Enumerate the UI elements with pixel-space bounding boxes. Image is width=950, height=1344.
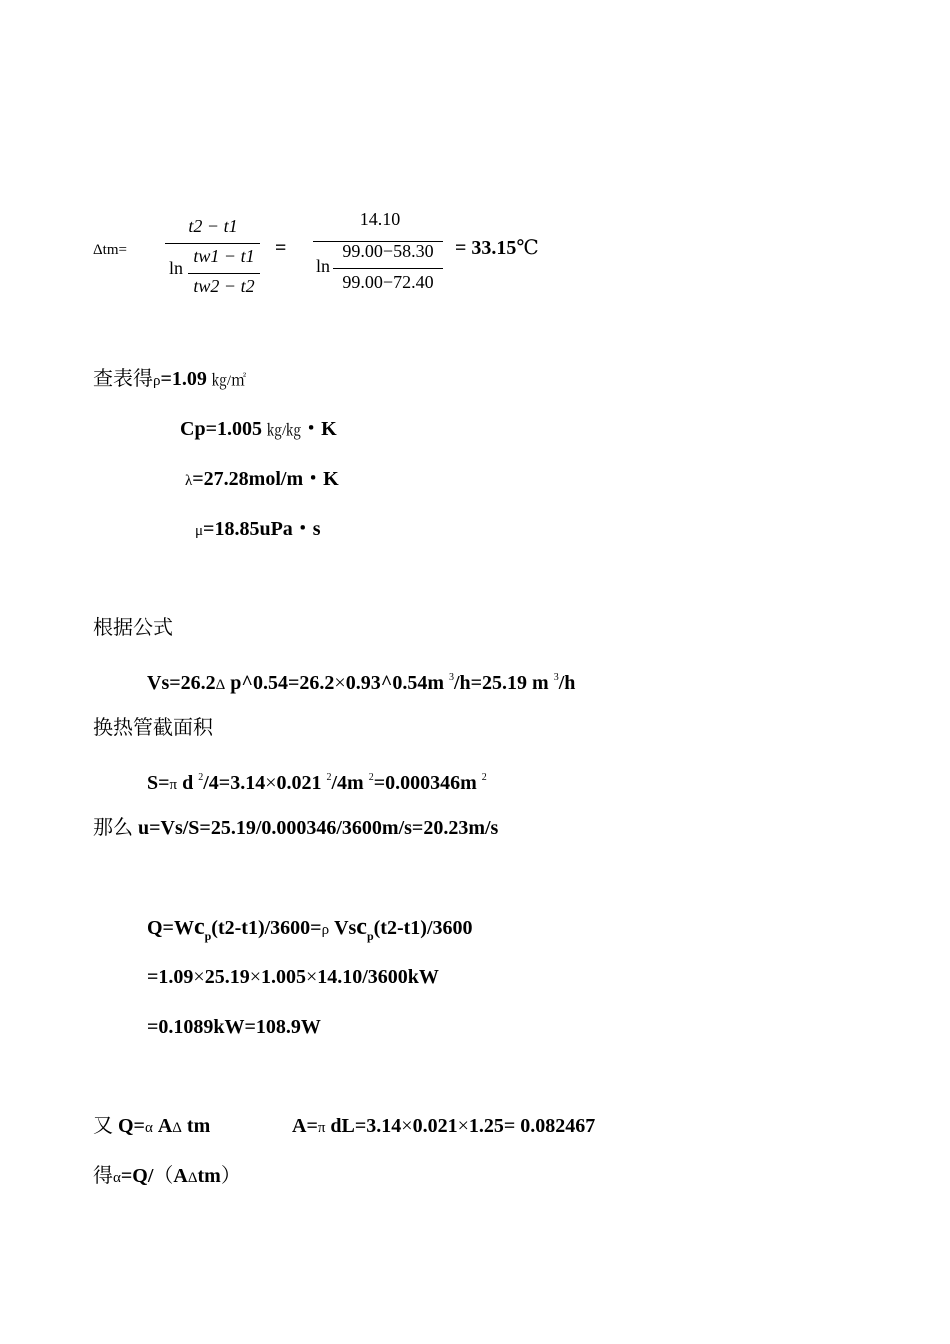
velocity-intro: 那么 bbox=[93, 817, 133, 839]
cp-value: Cp=1.005 bbox=[180, 418, 262, 440]
area-part-a: S= bbox=[147, 772, 170, 794]
mu-symbol: μ bbox=[195, 523, 204, 539]
delta-symbol: Δ bbox=[187, 1170, 198, 1186]
vs-part-e: /h bbox=[558, 672, 576, 694]
equals-sign: = bbox=[275, 237, 287, 259]
delta-symbol: Δ bbox=[172, 1120, 182, 1136]
open-paren: （ bbox=[153, 1165, 174, 1187]
mu-value: =18.85uPa bbox=[203, 518, 293, 540]
square-superscript: 2 bbox=[481, 772, 487, 783]
cp-unit: ㎏/㎏ bbox=[266, 423, 302, 439]
mu-unit-tail: ・s bbox=[292, 518, 321, 540]
fraction2-inner-denominator: 99.00−72.40 bbox=[342, 272, 434, 292]
lambda-unit-tail: ・K bbox=[303, 468, 339, 490]
alpha-symbol: α bbox=[113, 1170, 121, 1186]
times-symbol: × bbox=[401, 1115, 413, 1137]
fraction1-inner-denominator: tw2 − t2 bbox=[193, 276, 255, 296]
delta-symbol: Δ bbox=[215, 677, 226, 693]
alpha-symbol: α bbox=[144, 1120, 153, 1136]
area-heading: 换热管截面积 bbox=[93, 717, 213, 739]
rho-value: =1.09 bbox=[160, 368, 207, 390]
celsius-unit: ℃ bbox=[516, 237, 539, 259]
fraction1-numerator: t2 − t1 bbox=[188, 216, 238, 236]
rho-symbol: ρ bbox=[153, 373, 161, 389]
fraction2-numerator: 14.10 bbox=[359, 209, 401, 229]
final-a-part-c: 0.021 bbox=[412, 1115, 458, 1137]
result-intro: 得 bbox=[93, 1165, 113, 1187]
area-part-b: d bbox=[182, 772, 194, 794]
square-superscript: 2 bbox=[326, 772, 332, 783]
delta-tm-result bbox=[455, 236, 539, 260]
final-q-part-b: A bbox=[157, 1115, 173, 1137]
area-part-f: =0.000346m bbox=[373, 772, 477, 794]
final-a-part-b: dL=3.14 bbox=[330, 1115, 402, 1137]
area-part-c: /4=3.14 bbox=[203, 772, 266, 794]
p-subscript: p bbox=[204, 929, 212, 943]
fraction2-inner-numerator: 99.00−58.30 bbox=[342, 241, 434, 261]
square-superscript: 2 bbox=[368, 772, 374, 783]
heat-calc-a: =1.09 bbox=[147, 966, 194, 988]
heat-calc-c: 1.005 bbox=[260, 966, 306, 988]
vs-part-a: Vs=26.2 bbox=[147, 672, 216, 694]
lambda-symbol: λ bbox=[185, 473, 193, 489]
final-q-part-a: Q= bbox=[118, 1115, 145, 1137]
heat-part-b: (t2-t1)/3600= bbox=[211, 917, 322, 939]
area-part-e: /4m bbox=[331, 772, 364, 794]
cubic-superscript: 3 bbox=[448, 672, 454, 683]
cubic-superscript: 3 bbox=[553, 672, 559, 683]
rho-unit: ㎏/㎡ bbox=[211, 373, 247, 389]
times-symbol: × bbox=[265, 772, 277, 794]
lookup-intro: 查表得 bbox=[93, 368, 153, 390]
result-part-c: tm bbox=[197, 1165, 221, 1187]
times-symbol: × bbox=[249, 966, 261, 988]
delta-tm-symbol: Δtm= bbox=[93, 242, 127, 258]
square-superscript: 2 bbox=[198, 772, 204, 783]
final-q-part-c: tm bbox=[186, 1115, 211, 1137]
final-q-line bbox=[93, 1114, 210, 1140]
velocity-line bbox=[93, 816, 498, 840]
vs-part-d: /h=25.19 m bbox=[453, 672, 549, 694]
result-value: = 33.15 bbox=[455, 237, 517, 259]
cp-unit-tail: ・K bbox=[301, 418, 337, 440]
fraction1-inner-bar bbox=[188, 273, 260, 274]
rho-line bbox=[93, 367, 246, 393]
result-part-b: A bbox=[173, 1165, 188, 1187]
mu-line bbox=[195, 517, 321, 543]
vs-part-b: p^0.54=26.2 bbox=[230, 672, 335, 694]
times-symbol: × bbox=[305, 966, 318, 988]
pi-symbol: π bbox=[317, 1120, 326, 1136]
fraction2-inner-bar bbox=[333, 268, 443, 269]
lambda-line bbox=[185, 467, 339, 493]
heat-formula bbox=[147, 915, 473, 948]
final-a-line bbox=[292, 1114, 595, 1140]
heat-part-d: (t2-t1)/3600 bbox=[373, 917, 473, 939]
c-symbol: c bbox=[193, 914, 205, 940]
vs-formula bbox=[147, 666, 575, 697]
fraction1-ln: ln bbox=[168, 258, 183, 278]
times-symbol: × bbox=[457, 1115, 469, 1137]
final-intro: 又 bbox=[93, 1115, 113, 1137]
rho-symbol: ρ bbox=[321, 922, 330, 938]
heat-calc-line bbox=[147, 965, 439, 989]
result-part-a: =Q/ bbox=[120, 1165, 154, 1187]
formula-heading: 根据公式 bbox=[93, 617, 173, 639]
area-part-d: 0.021 bbox=[276, 772, 322, 794]
vs-part-c: 0.93^0.54m bbox=[345, 672, 444, 694]
heat-part-c: Vs bbox=[334, 917, 357, 939]
cp-line bbox=[180, 417, 337, 443]
delta-tm-label bbox=[93, 236, 127, 262]
times-symbol: × bbox=[334, 672, 346, 694]
heat-calc-b: 25.19 bbox=[204, 966, 250, 988]
fraction1-inner-numerator: tw1 − t1 bbox=[193, 246, 255, 266]
final-a-part-a: A= bbox=[292, 1115, 318, 1137]
close-paren: ） bbox=[220, 1165, 241, 1187]
final-a-part-d: 1.25= 0.082467 bbox=[468, 1115, 596, 1137]
fraction1-bar bbox=[165, 243, 260, 244]
fraction2-ln: ln bbox=[315, 256, 330, 276]
heat-result-line: =0.1089kW=108.9W bbox=[147, 1016, 321, 1038]
p-subscript: p bbox=[366, 929, 374, 943]
final-alpha-line bbox=[93, 1164, 241, 1190]
pi-symbol: π bbox=[169, 777, 178, 793]
lambda-value: =27.28mol/m bbox=[192, 468, 304, 490]
c-symbol: c bbox=[356, 914, 367, 940]
heat-calc-d: 14.10/3600kW bbox=[317, 966, 439, 988]
velocity-formula: u=Vs/S=25.19/0.000346/3600m/s=20.23m/s bbox=[138, 817, 499, 839]
heat-part-a: Q=W bbox=[147, 917, 194, 939]
times-symbol: × bbox=[193, 966, 205, 988]
area-formula bbox=[147, 766, 487, 797]
